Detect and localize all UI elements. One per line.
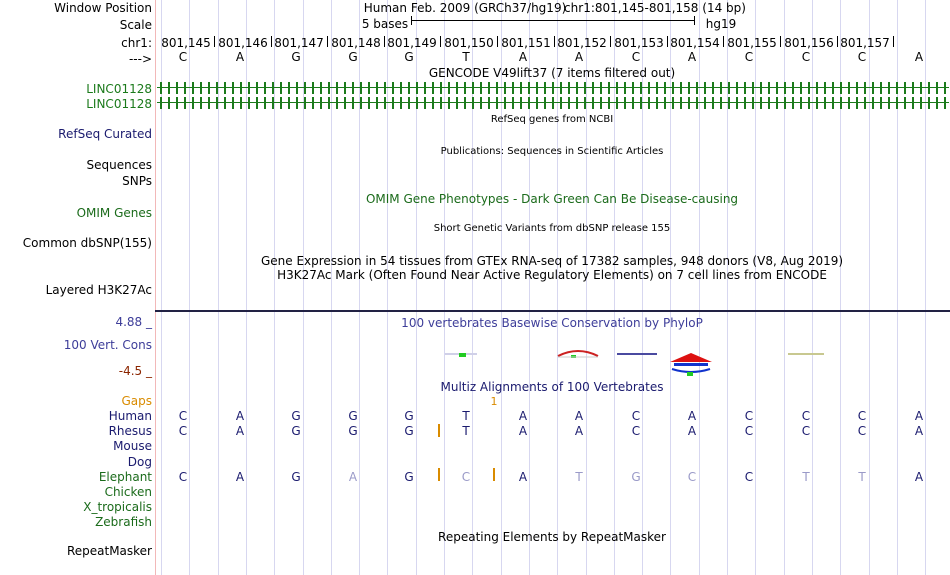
reference-base: A <box>914 50 924 64</box>
cons-mark <box>668 350 714 378</box>
position-label: 801,157 <box>840 36 890 50</box>
aligned-base: T <box>462 424 470 438</box>
scale-db: hg19 <box>705 17 737 31</box>
aligned-base: A <box>574 409 584 423</box>
cons-track-title: 100 vertebrates Basewise Conservation by PhyloP <box>401 316 703 330</box>
gencode-track-title: GENCODE V49lift37 (7 items filtered out) <box>428 66 676 80</box>
aligned-base: C <box>744 470 754 484</box>
gap-marker <box>493 468 495 481</box>
h3k27ac-track-label[interactable]: Layered H3K27Ac <box>45 283 152 297</box>
aligned-base: A <box>235 409 245 423</box>
publications-track-title: Publications: Sequences in Scientific Articles <box>440 146 664 157</box>
aligned-base: T <box>858 470 866 484</box>
aligned-base: A <box>914 470 924 484</box>
reference-base: G <box>348 50 358 64</box>
aligned-base: G <box>348 409 358 423</box>
reference-base: C <box>744 50 754 64</box>
species-label[interactable]: Zebrafish <box>95 515 152 529</box>
aligned-base: C <box>744 409 754 423</box>
species-label[interactable]: Elephant <box>98 470 152 484</box>
aligned-base: A <box>348 470 358 484</box>
aligned-base: C <box>857 409 867 423</box>
species-label[interactable]: Human <box>108 409 152 423</box>
position-label: 801,149 <box>387 36 437 50</box>
reference-base: A <box>574 50 584 64</box>
label-separator <box>155 0 156 575</box>
position-title: chr1:801,145-801,158 (14 bp) <box>564 1 746 15</box>
cons-mark <box>617 353 657 355</box>
reference-base: C <box>801 50 811 64</box>
cons-min-label: -4.5 _ <box>118 364 152 378</box>
position-label: 801,145 <box>161 36 211 50</box>
species-label[interactable]: X_tropicalis <box>83 500 152 514</box>
chrom-label: chr1: <box>121 36 152 50</box>
position-label: 801,155 <box>727 36 777 50</box>
gene-feature-1[interactable] <box>157 82 949 94</box>
gap-marker <box>438 424 440 437</box>
aligned-base: A <box>518 409 528 423</box>
aligned-base: A <box>914 424 924 438</box>
aligned-base: C <box>687 470 697 484</box>
position-tick <box>554 36 555 47</box>
cons-max-label: 4.88 _ <box>115 315 152 329</box>
assembly-title: Human Feb. 2009 (GRCh37/hg19) <box>363 1 567 15</box>
aligned-base: G <box>631 470 641 484</box>
scale-text: 5 bases <box>361 17 409 31</box>
position-label: 801,156 <box>784 36 834 50</box>
omim-track-title: OMIM Gene Phenotypes - Dark Green Can Be Disease-causing <box>365 192 739 206</box>
position-tick <box>327 36 328 47</box>
aligned-base: A <box>687 409 697 423</box>
position-label: 801,147 <box>274 36 324 50</box>
position-tick <box>271 36 272 47</box>
aligned-base: A <box>574 424 584 438</box>
position-tick <box>610 36 611 47</box>
aligned-base: A <box>235 424 245 438</box>
aligned-base: A <box>235 470 245 484</box>
position-label: 801,154 <box>670 36 720 50</box>
species-label[interactable]: Dog <box>127 455 152 469</box>
repeatmasker-track-title: Repeating Elements by RepeatMasker <box>438 530 666 544</box>
aligned-base: A <box>518 470 528 484</box>
position-tick <box>440 36 441 47</box>
position-tick <box>837 36 838 47</box>
refseq-track-label[interactable]: RefSeq Curated <box>58 127 152 141</box>
reference-base: C <box>631 50 641 64</box>
aligned-base: C <box>178 424 188 438</box>
gene-label-1[interactable]: LINC01128 <box>86 82 152 96</box>
aligned-base: G <box>291 470 301 484</box>
species-label[interactable]: Mouse <box>113 439 152 453</box>
reference-base: C <box>857 50 867 64</box>
position-tick <box>893 36 894 47</box>
aligned-base: C <box>461 470 471 484</box>
aligned-base: C <box>178 409 188 423</box>
refseq-track-title: RefSeq genes from NCBI <box>490 114 614 125</box>
position-tick <box>723 36 724 47</box>
gaps-label: Gaps <box>121 394 152 408</box>
species-label[interactable]: Rhesus <box>108 424 152 438</box>
aligned-base: G <box>291 409 301 423</box>
reference-base: C <box>178 50 188 64</box>
position-tick <box>214 36 215 47</box>
omim-track-label[interactable]: OMIM Genes <box>76 206 152 220</box>
aligned-base: A <box>518 424 528 438</box>
reference-base: A <box>235 50 245 64</box>
window-position-label: Window Position <box>54 1 152 15</box>
position-tick <box>497 36 498 47</box>
short-variants-track-title: Short Genetic Variants from dbSNP release 155 <box>433 223 671 234</box>
aligned-base: G <box>291 424 301 438</box>
aligned-base: A <box>687 424 697 438</box>
position-tick <box>384 36 385 47</box>
scale-label: Scale <box>119 18 152 32</box>
aligned-base: G <box>404 470 414 484</box>
dbsnp-track-label[interactable]: Common dbSNP(155) <box>22 236 152 250</box>
gap-count: 1 <box>490 395 498 408</box>
position-tick <box>780 36 781 47</box>
multiz-track-title: Multiz Alignments of 100 Vertebrates <box>440 380 664 394</box>
aligned-base: G <box>404 409 414 423</box>
aligned-base: T <box>575 470 583 484</box>
cons-track-label[interactable]: 100 Vert. Cons <box>63 338 152 352</box>
snps-track-label[interactable]: SNPs <box>122 174 152 188</box>
h3k27ac-track-title: H3K27Ac Mark (Often Found Near Active Regulatory Elements) on 7 cell lines from ENCODE <box>277 268 827 282</box>
gtex-track-title: Gene Expression in 54 tissues from GTEx RNA-seq of 17382 samples, 948 donors (V8, Aug 2019) <box>260 254 844 268</box>
aligned-base: C <box>801 409 811 423</box>
scale-bar <box>411 20 695 21</box>
aligned-base: T <box>462 409 470 423</box>
position-label: 801,150 <box>444 36 494 50</box>
gap-marker <box>438 468 440 481</box>
aligned-base: C <box>178 470 188 484</box>
position-label: 801,146 <box>218 36 268 50</box>
position-tick <box>667 36 668 47</box>
reference-base: A <box>687 50 697 64</box>
aligned-base: C <box>857 424 867 438</box>
reference-base: G <box>404 50 414 64</box>
gene-label-2[interactable]: LINC01128 <box>86 97 152 111</box>
gene-feature-2[interactable] <box>157 97 949 109</box>
reference-base: G <box>291 50 301 64</box>
strand-arrow-label: ---> <box>128 52 152 66</box>
reference-base: A <box>518 50 528 64</box>
repeatmasker-track-label[interactable]: RepeatMasker <box>66 544 152 558</box>
aligned-base: C <box>744 424 754 438</box>
cons-mark <box>459 353 466 357</box>
aligned-base: T <box>802 470 810 484</box>
aligned-base: C <box>801 424 811 438</box>
cons-mark <box>788 353 824 355</box>
position-label: 801,151 <box>501 36 551 50</box>
position-label: 801,153 <box>614 36 664 50</box>
species-label[interactable]: Chicken <box>104 485 152 499</box>
aligned-base: G <box>348 424 358 438</box>
reference-base: T <box>462 50 470 64</box>
track-divider <box>155 310 950 312</box>
aligned-base: G <box>404 424 414 438</box>
aligned-base: C <box>631 409 641 423</box>
aligned-base: C <box>631 424 641 438</box>
position-label: 801,152 <box>557 36 607 50</box>
aligned-base: A <box>914 409 924 423</box>
cons-mark <box>555 348 601 360</box>
sequences-track-label[interactable]: Sequences <box>86 158 152 172</box>
position-label: 801,148 <box>331 36 381 50</box>
